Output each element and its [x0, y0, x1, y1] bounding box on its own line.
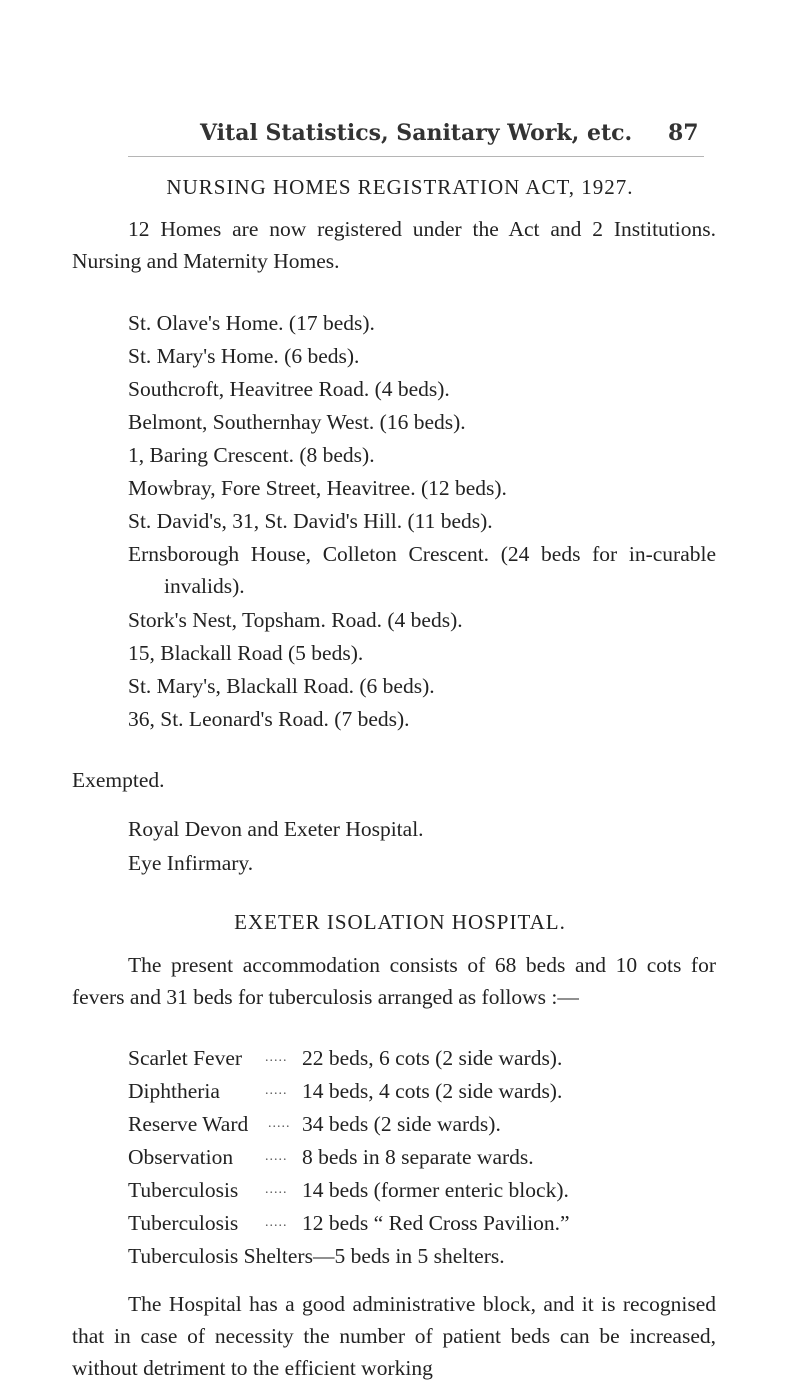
isolation-hospital-intro: The present accommodation consists of 68 beds and 10 cots for fevers and 31 beds for tuberculosis arranged as follows :—: [72, 953, 716, 1009]
home-entry: St. David's, 31, St. David's Hill. (11 beds).: [128, 509, 493, 533]
ward-name: Reserve Ward: [128, 1112, 249, 1136]
ward-name: Observation: [128, 1145, 234, 1169]
ward-name: Tuberculosis: [128, 1178, 239, 1202]
ward-desc: 8 beds in 8 separate wards.: [302, 1145, 534, 1169]
header-rule: [128, 156, 704, 157]
ward-desc: 14 beds, 4 cots (2 side wards).: [302, 1079, 563, 1103]
ward-row: [128, 1141, 728, 1173]
ward-row: [128, 1207, 728, 1239]
nursing-homes-intro: 12 Homes are now registered under the Act and 2 Institutions. Nursing and Maternity Homes.: [72, 217, 716, 273]
section-title-isolation-hospital: EXETER ISOLATION HOSPITAL.: [234, 910, 566, 934]
ward-desc: 14 beds (former enteric block).: [302, 1178, 569, 1202]
ward-row: [128, 1174, 728, 1206]
dot-leader: .....: [265, 1149, 288, 1164]
section-title-nursing-homes: NURSING HOMES REGISTRATION ACT, 1927.: [166, 175, 634, 199]
dot-leader: .....: [268, 1116, 291, 1131]
closing-paragraph: The Hospital has a good administrative block, and it is recognised that in case of necessity the number of patient beds can be increased, without detriment to the efficient working: [72, 1292, 716, 1380]
home-entry: St. Mary's, Blackall Road. (6 beds).: [128, 674, 435, 698]
exempted-entry: Eye Infirmary.: [128, 851, 254, 875]
home-entry: St. Mary's Home. (6 beds).: [128, 344, 360, 368]
running-head: Vital Statistics, Sanitary Work, etc.: [200, 120, 633, 146]
home-entry: Mowbray, Fore Street, Heavitree. (12 beds).: [128, 476, 507, 500]
ward-desc: 22 beds, 6 cots (2 side wards).: [302, 1046, 563, 1070]
exempted-label: Exempted.: [72, 768, 165, 792]
ward-row: [128, 1042, 728, 1074]
dot-leader: .....: [265, 1050, 288, 1065]
home-entry: Southcroft, Heavitree Road. (4 beds).: [128, 377, 450, 401]
ward-name: Scarlet Fever: [128, 1046, 243, 1070]
ward-name: Diphtheria: [128, 1079, 220, 1103]
ward-name: Tuberculosis: [128, 1211, 239, 1235]
dot-leader: .....: [265, 1182, 288, 1197]
home-entry: Belmont, Southernhay West. (16 beds).: [128, 410, 466, 434]
ward-row: [128, 1108, 728, 1140]
home-entry: St. Olave's Home. (17 beds).: [128, 311, 375, 335]
ward-desc: 34 beds (2 side wards).: [302, 1112, 501, 1136]
page-number: 87: [668, 120, 699, 146]
shelters-line: Tuberculosis Shelters—5 beds in 5 shelters.: [128, 1244, 505, 1268]
exempted-entry: Royal Devon and Exeter Hospital.: [128, 817, 424, 841]
home-entry: Stork's Nest, Topsham. Road. (4 beds).: [128, 608, 463, 632]
home-entry: Ernsborough House, Colleton Crescent. (24 beds for in-curable invalids).: [128, 542, 716, 598]
dot-leader: .....: [265, 1215, 288, 1230]
home-entry: 1, Baring Crescent. (8 beds).: [128, 443, 375, 467]
dot-leader: .....: [265, 1083, 288, 1098]
home-entry: 15, Blackall Road (5 beds).: [128, 641, 364, 665]
ward-desc: 12 beds “ Red Cross Pavilion.”: [302, 1211, 570, 1235]
ward-row: [128, 1075, 728, 1107]
home-entry: 36, St. Leonard's Road. (7 beds).: [128, 707, 410, 731]
